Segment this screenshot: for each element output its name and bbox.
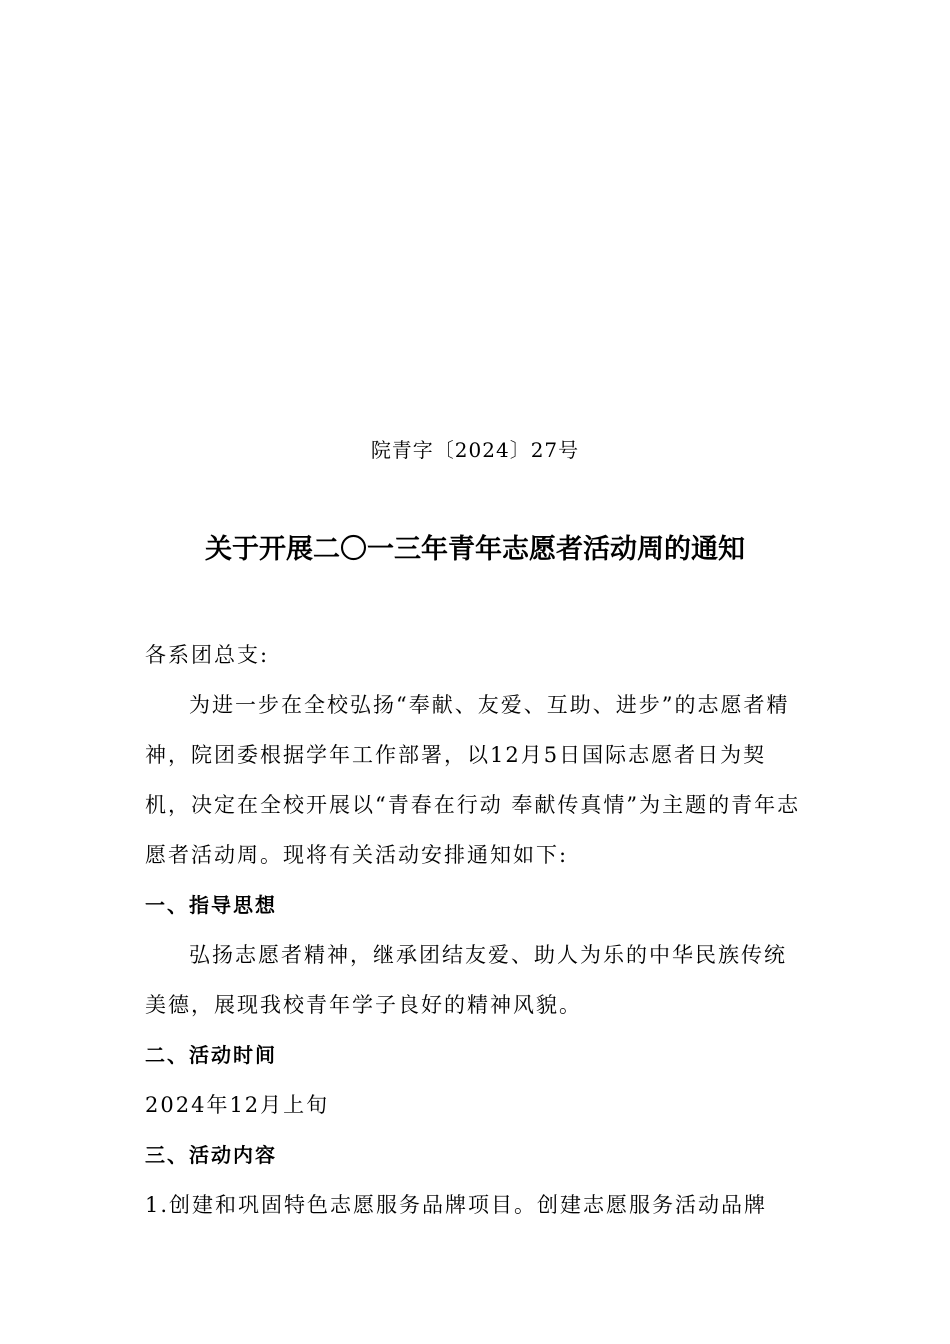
section-content-guiding-ideology: 弘扬志愿者精神，继承团结友爱、助人为乐的中华民族传统美德，展现我校青年学子良好的精神风貌。: [145, 943, 787, 1017]
section-content-activity-item-1: 1.创建和巩固特色志愿服务品牌项目。创建志愿服务活动品牌: [145, 1193, 768, 1217]
document-number: 院青字〔2024〕27号: [370, 438, 580, 462]
section-heading-guiding-ideology: 一、指导思想: [145, 893, 277, 917]
document-title: 关于开展二〇一三年青年志愿者活动周的通知: [205, 534, 745, 565]
document-body: [145, 630, 807, 1230]
section-heading-activity-content: 三、活动内容: [145, 1143, 277, 1167]
section-content-activity-time: 2024年12月上旬: [145, 1093, 330, 1117]
section-heading-activity-time: 二、活动时间: [145, 1043, 277, 1067]
salutation: 各系团总支:: [145, 643, 270, 667]
intro-paragraph: 为进一步在全校弘扬“奉献、友爱、互助、进步”的志愿者精神，院团委根据学年工作部署，以12月5日国际志愿者日为契机，决定在全校开展以“青春在行动 奉献传真情”为主题的青年志愿者活动周。现将有关活动安排通知如下:: [145, 693, 801, 867]
